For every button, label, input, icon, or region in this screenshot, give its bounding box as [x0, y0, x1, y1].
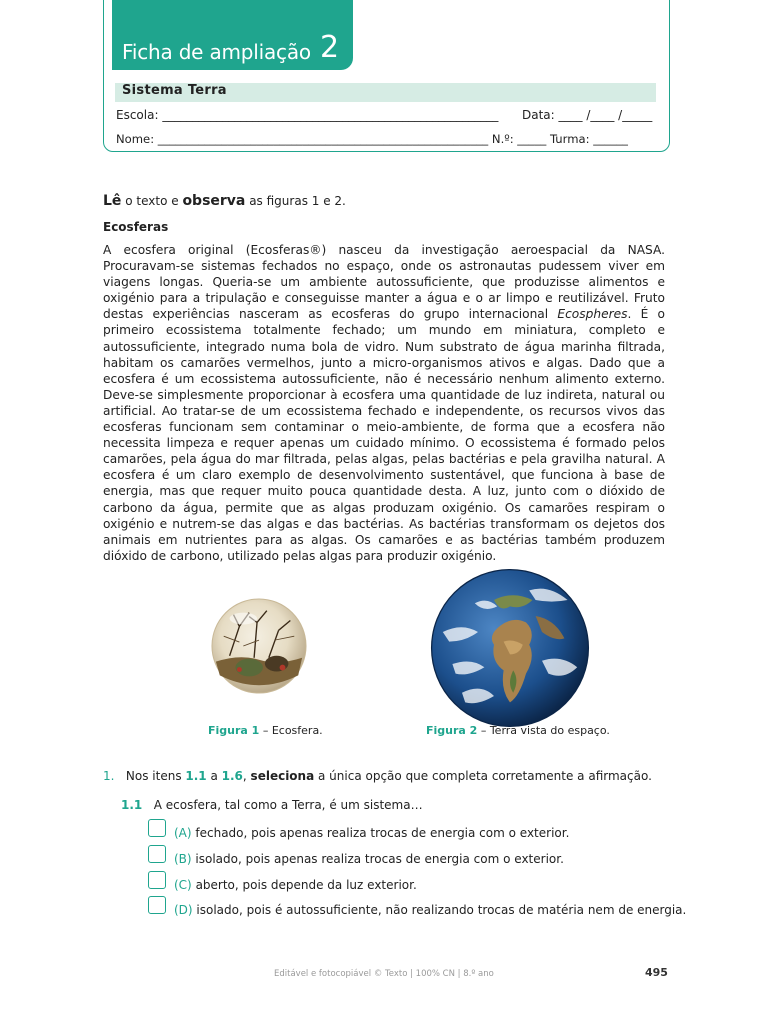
question-1-number: 1.	[103, 769, 115, 783]
figure-2-label: Figura 2	[426, 724, 478, 737]
question-1-text-c: ,	[242, 769, 251, 783]
option-a-checkbox[interactable]	[148, 819, 166, 837]
question-1	[103, 769, 652, 783]
figure-2-caption	[426, 724, 610, 737]
option-a-letter: (A)	[174, 826, 192, 840]
option-a-text	[174, 826, 569, 840]
option-a-label: fechado, pois apenas realiza trocas de energia com o exterior.	[191, 826, 570, 840]
seleciona-word: seleciona	[250, 769, 315, 783]
question-1-1-number: 1.1	[121, 798, 143, 812]
escola-field[interactable]: Escola: ________________________________________________________	[116, 108, 499, 122]
body-paragraph	[103, 242, 665, 564]
option-d-checkbox[interactable]	[148, 896, 166, 914]
data-field[interactable]: Data: ____ /____ /_____	[522, 108, 653, 122]
paragraph-part-2: . É o primeiro ecossistema totalmente fechado; um mundo em miniatura, completo e autossuficiente, integrado numa bola de vidro. Num substrato de água marinha filtrada, habitam os camarões vermelhos, junto a micro-organismos ativos e algas. Dado que a ecosfera é um ecossistema autossuficiente, não é necessário nenhum alimento externo. Deve-se simplesmente proporcionar à ecosfera uma quantidade de luz indireta, natural ou artificial. Ao tratar-se de um ecossistema fechado e independente, os recursos vivos das ecosferas funcionam sem contaminar o meio-ambiente, de forma que a ecosfera não necessita limpeza e requer apenas um cuidado mínimo. O ecossistema é formado pelos camarões, pela água do mar filtrada, pelas algas, pelas bactérias e pela gravilha natural. A ecosfera é um claro exemplo de desenvolvimento sustentável, que funciona à base de energia, mas que requer muito pouca quantidade desta. A luz, junto com o dióxido de carbono da água, permite que as algas produzam oxigénio. Os camarões respiram o oxigénio e nutrem-se das algas e das bactérias. As bactérias transformam os dejetos dos animais em nutrientes para as algas. Os camarões e as bactérias também produzem dióxido de carbono, utilizado pelas algas para produzir oxigénio.	[103, 307, 665, 563]
paragraph-italic: Ecospheres	[557, 307, 628, 322]
worksheet-title: Ficha de ampliação	[122, 40, 311, 64]
nome-field[interactable]: Nome: _________________________________________________________ N.º: _____ Turma: ______	[116, 132, 628, 146]
figure-1-label: Figura 1	[208, 724, 260, 737]
option-d-label: isolado, pois é autossuficiente, não realizando trocas de matéria nem de energia.	[192, 903, 687, 917]
question-1-1	[121, 798, 423, 812]
question-1-1-text: A ecosfera, tal como a Terra, é um sistema…	[153, 798, 423, 812]
lead-text-2: as figuras 1 e 2.	[245, 194, 346, 208]
option-b-text	[174, 852, 564, 866]
option-c-letter: (C)	[174, 878, 192, 892]
question-1-text-d: a única opção que completa corretamente a afirmação.	[314, 769, 652, 783]
option-c-checkbox[interactable]	[148, 871, 166, 889]
earth-image	[430, 568, 590, 728]
question-1-item-from: 1.1	[185, 769, 207, 783]
option-b-letter: (B)	[174, 852, 192, 866]
question-1-item-to: 1.6	[221, 769, 243, 783]
worksheet-number: 2	[320, 30, 340, 65]
figure-1-caption	[208, 724, 323, 737]
paragraph-part-1: A ecosfera original (Ecosferas®) nasceu da investigação aeroespacial da NASA. Procuravam-se sistemas fechados no espaço, onde os astronautas pudessem viver em viagens longas. Queria-se um ambiente autossuficiente, que produzisse alimentos e oxigénio para a tripulação e conseguisse manter a água e o ar limpo e reutilizável. Fruto destas experiências nasceram as ecosferas do grupo internacional	[103, 243, 665, 322]
footer-credits: Editável e fotocopiável © Texto | 100% CN | 8.º ano	[274, 969, 494, 979]
subtitle-bar	[115, 83, 656, 102]
question-1-text-a: Nos itens	[125, 769, 186, 783]
option-b-checkbox[interactable]	[148, 845, 166, 863]
question-1-text-b: a	[206, 769, 222, 783]
ecosphere-image	[210, 597, 308, 695]
figure-2-text: – Terra vista do espaço.	[477, 724, 610, 737]
option-d-text	[174, 903, 686, 917]
figure-1-text: – Ecosfera.	[259, 724, 323, 737]
le-word: Lê	[103, 193, 122, 209]
instruction-lead	[103, 193, 346, 209]
option-c-label: aberto, pois depende da luz exterior.	[191, 878, 417, 892]
page-number: 495	[645, 966, 668, 979]
option-b-label: isolado, pois apenas realiza trocas de energia com o exterior.	[191, 852, 564, 866]
title-tab	[112, 0, 353, 70]
lead-text-1: o texto e	[121, 194, 183, 208]
option-c-text	[174, 878, 417, 892]
observa-word: observa	[182, 193, 246, 209]
option-d-letter: (D)	[174, 903, 193, 917]
worksheet-subtitle: Sistema Terra	[122, 83, 227, 98]
section-title: Ecosferas	[103, 220, 169, 234]
